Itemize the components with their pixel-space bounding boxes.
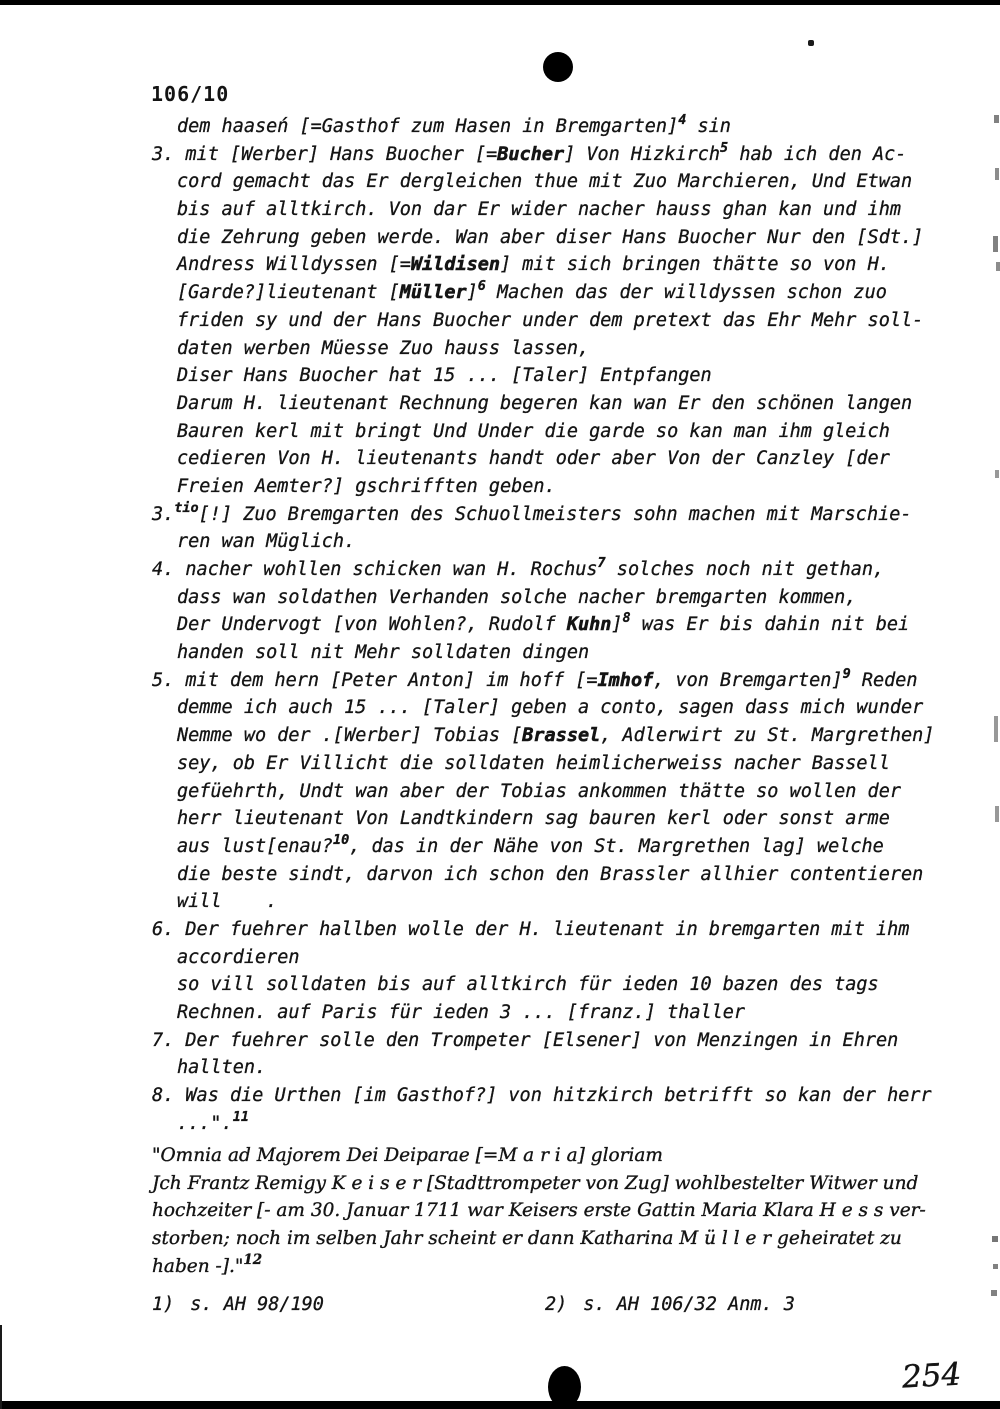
typescript-line: 7. Der fuehrer solle den Trompeter [Elsener] von Menzingen in Ehren: [152, 1029, 899, 1051]
scan-speck: [995, 806, 999, 822]
typescript-line: demme ich auch 15 ... [Taler] geben a conto, sagen dass mich wunder: [177, 697, 924, 719]
footnote-1: [152, 1294, 324, 1315]
quote-line: "Omnia ad Majorem Dei Deiparae [=M a r i a] gloriam: [152, 1145, 663, 1166]
punch-hole-top-icon: [543, 52, 573, 82]
handwritten-page-mark: 254: [901, 1356, 963, 1396]
quote-line: hochzeiter [- am 30. Januar 1711 war Keisers erste Gattin Maria Klara H e s s ver-: [152, 1200, 926, 1222]
scan-speck: [996, 262, 1000, 271]
typescript-line: die Zehrung geben werde. Wan aber diser Hans Buocher Nur den [Sdt.]: [177, 226, 924, 248]
quote-line: Jch Frantz Remigy K e i s e r [Stadttrompeter von Zug] wohlbestelter Witwer und: [152, 1172, 919, 1194]
typescript-line: Rechnen. auf Paris für ieden 3 ... [franz.] thaller: [177, 1002, 746, 1023]
typescript-line: 4. nacher wohllen schicken wan H. Rochus7 solches noch nit gethan,: [152, 555, 885, 580]
bold-text: Bucher: [497, 143, 565, 165]
typescript-line: 3. mit [Werber] Hans Buocher [=Bucher] Von Hizkirch5 hab ich den Ac-: [152, 139, 907, 165]
scan-speck: [808, 40, 814, 46]
scan-speck: [995, 470, 999, 478]
typescript-line: accordieren: [177, 946, 300, 968]
typescript-line: so vill solldaten bis auf alltkirch für ieden 10 bazen des tags: [177, 974, 879, 996]
typescript-line: bis auf alltkirch. Von dar Er wider nacher hauss ghan kan und ihm: [177, 199, 901, 221]
typescript-line: ...".11: [177, 1108, 249, 1134]
typescript-line: hallten.: [177, 1057, 267, 1079]
scan-speck: [993, 1264, 998, 1269]
page-number: 106/10: [151, 82, 230, 106]
typescript-line: ren wan Müglich.: [177, 531, 356, 553]
quote-line: storben; noch im selben Jahr scheint er dann Katharina M ü l l e r geheiratet zu: [152, 1228, 902, 1250]
typescript-line: sey, ob Er Villicht die solldaten heimlicherweiss nacher Bassell: [177, 752, 890, 774]
footnote-2-text: s. AH 106/32 Anm. 3: [583, 1294, 795, 1315]
typescript-line: 8. Was die Urthen [im Gasthof?] von hitzkirch betrifft so kan der herr: [152, 1085, 932, 1107]
typescript-line: [Garde?]lieutenant [Müller]6 Machen das der willdyssen schon zuo: [177, 278, 887, 304]
typescript-line: Der Undervogt [von Wohlen?, Rudolf Kuhn]8 was Er bis dahin nit bei: [177, 610, 910, 636]
bold-text: Müller: [399, 282, 467, 304]
typescript-line: Freien Aemter?] gschrifften geben.: [177, 475, 556, 497]
typescript-line: cedieren Von H. lieutenants handt oder aber Von der Canzley [der: [177, 448, 890, 470]
typescript-line: 6. Der fuehrer hallben wolle der H. lieutenant in bremgarten mit ihm: [152, 918, 910, 940]
bold-text: Kuhn: [566, 614, 612, 636]
typescript-line: will .: [177, 891, 278, 913]
quote-line: haben -]."12: [152, 1251, 263, 1277]
typescript-line: Nemme wo der .[Werber] Tobias [Brassel, Adlerwirt zu St. Margrethen]: [177, 725, 935, 747]
typescript-line: cord gemacht das Er dergleichen thue mit Zuo Marchieren, Und Etwan: [177, 171, 913, 193]
typescript-line: 5. mit dem hern [Peter Anton] im hoff [=Imhof, von Bremgarten]9 Reden: [152, 665, 918, 691]
typescript-line: Bauren kerl mit bringt Und Under die garde so kan man ihm gleich: [177, 420, 890, 442]
typescript-line: dem haaseń [=Gasthof zum Hasen in Bremgarten]4 sin: [177, 112, 731, 137]
footnote-2-label: 2): [545, 1294, 568, 1315]
typescript-line: friden sy und der Hans Buocher under dem pretext das Ehr Mehr soll-: [177, 309, 924, 331]
typescript-body: [0, 113, 1000, 1137]
typescript-line: Andress Willdyssen [=Wildisen] mit sich bringen thätte so von H.: [177, 254, 890, 276]
typescript-line: Diser Hans Buocher hat 15 ... [Taler] Entpfangen: [177, 365, 712, 387]
footnote-2: [545, 1294, 795, 1315]
scan-edge-bottom-bar: [0, 1401, 1000, 1409]
typescript-line: handen soll nit Mehr solldaten dingen: [177, 642, 590, 664]
scan-edge-top-bar: [0, 0, 1000, 5]
scan-speck: [0, 1325, 2, 1409]
footnote-1-label: 1): [152, 1294, 175, 1315]
scan-speck: [995, 168, 999, 180]
typescript-line: daten werben Müesse Zuo hauss lassen,: [177, 337, 590, 359]
scan-speck: [993, 236, 998, 252]
bold-text: Brassel: [522, 725, 601, 747]
scan-speck: [992, 1236, 998, 1242]
scan-speck: [994, 716, 998, 742]
typescript-line: Darum H. lieutenant Rechnung begeren kan wan Er den schönen langen: [177, 392, 913, 414]
typescript-line: dass wan soldathen Verhanden solche nacher bremgarten kommen,: [177, 586, 857, 608]
typescript-line: aus lust[enau?10, das in der Nähe von St. Margrethen lag] welche: [177, 831, 884, 857]
typescript-line: die beste sindt, darvon ich schon den Brassler allhier contentieren: [177, 863, 924, 885]
scan-speck: [991, 1290, 997, 1296]
typescript-line: 3.tio[!] Zuo Bremgarten des Schuollmeisters sohn machen mit Marschie-: [152, 499, 912, 525]
bold-text: Wildisen: [410, 254, 501, 276]
bold-text: Imhof: [597, 669, 654, 691]
quoted-source-block: [152, 1142, 972, 1280]
typescript-line: gefüehrth, Undt wan aber der Tobias ankommen thätte so wollen der: [177, 780, 901, 802]
scan-speck: [994, 115, 999, 123]
footnote-1-text: s. AH 98/190: [190, 1294, 324, 1315]
typescript-line: herr lieutenant Von Landtkindern sag bauren kerl oder sonst arme: [177, 808, 890, 830]
